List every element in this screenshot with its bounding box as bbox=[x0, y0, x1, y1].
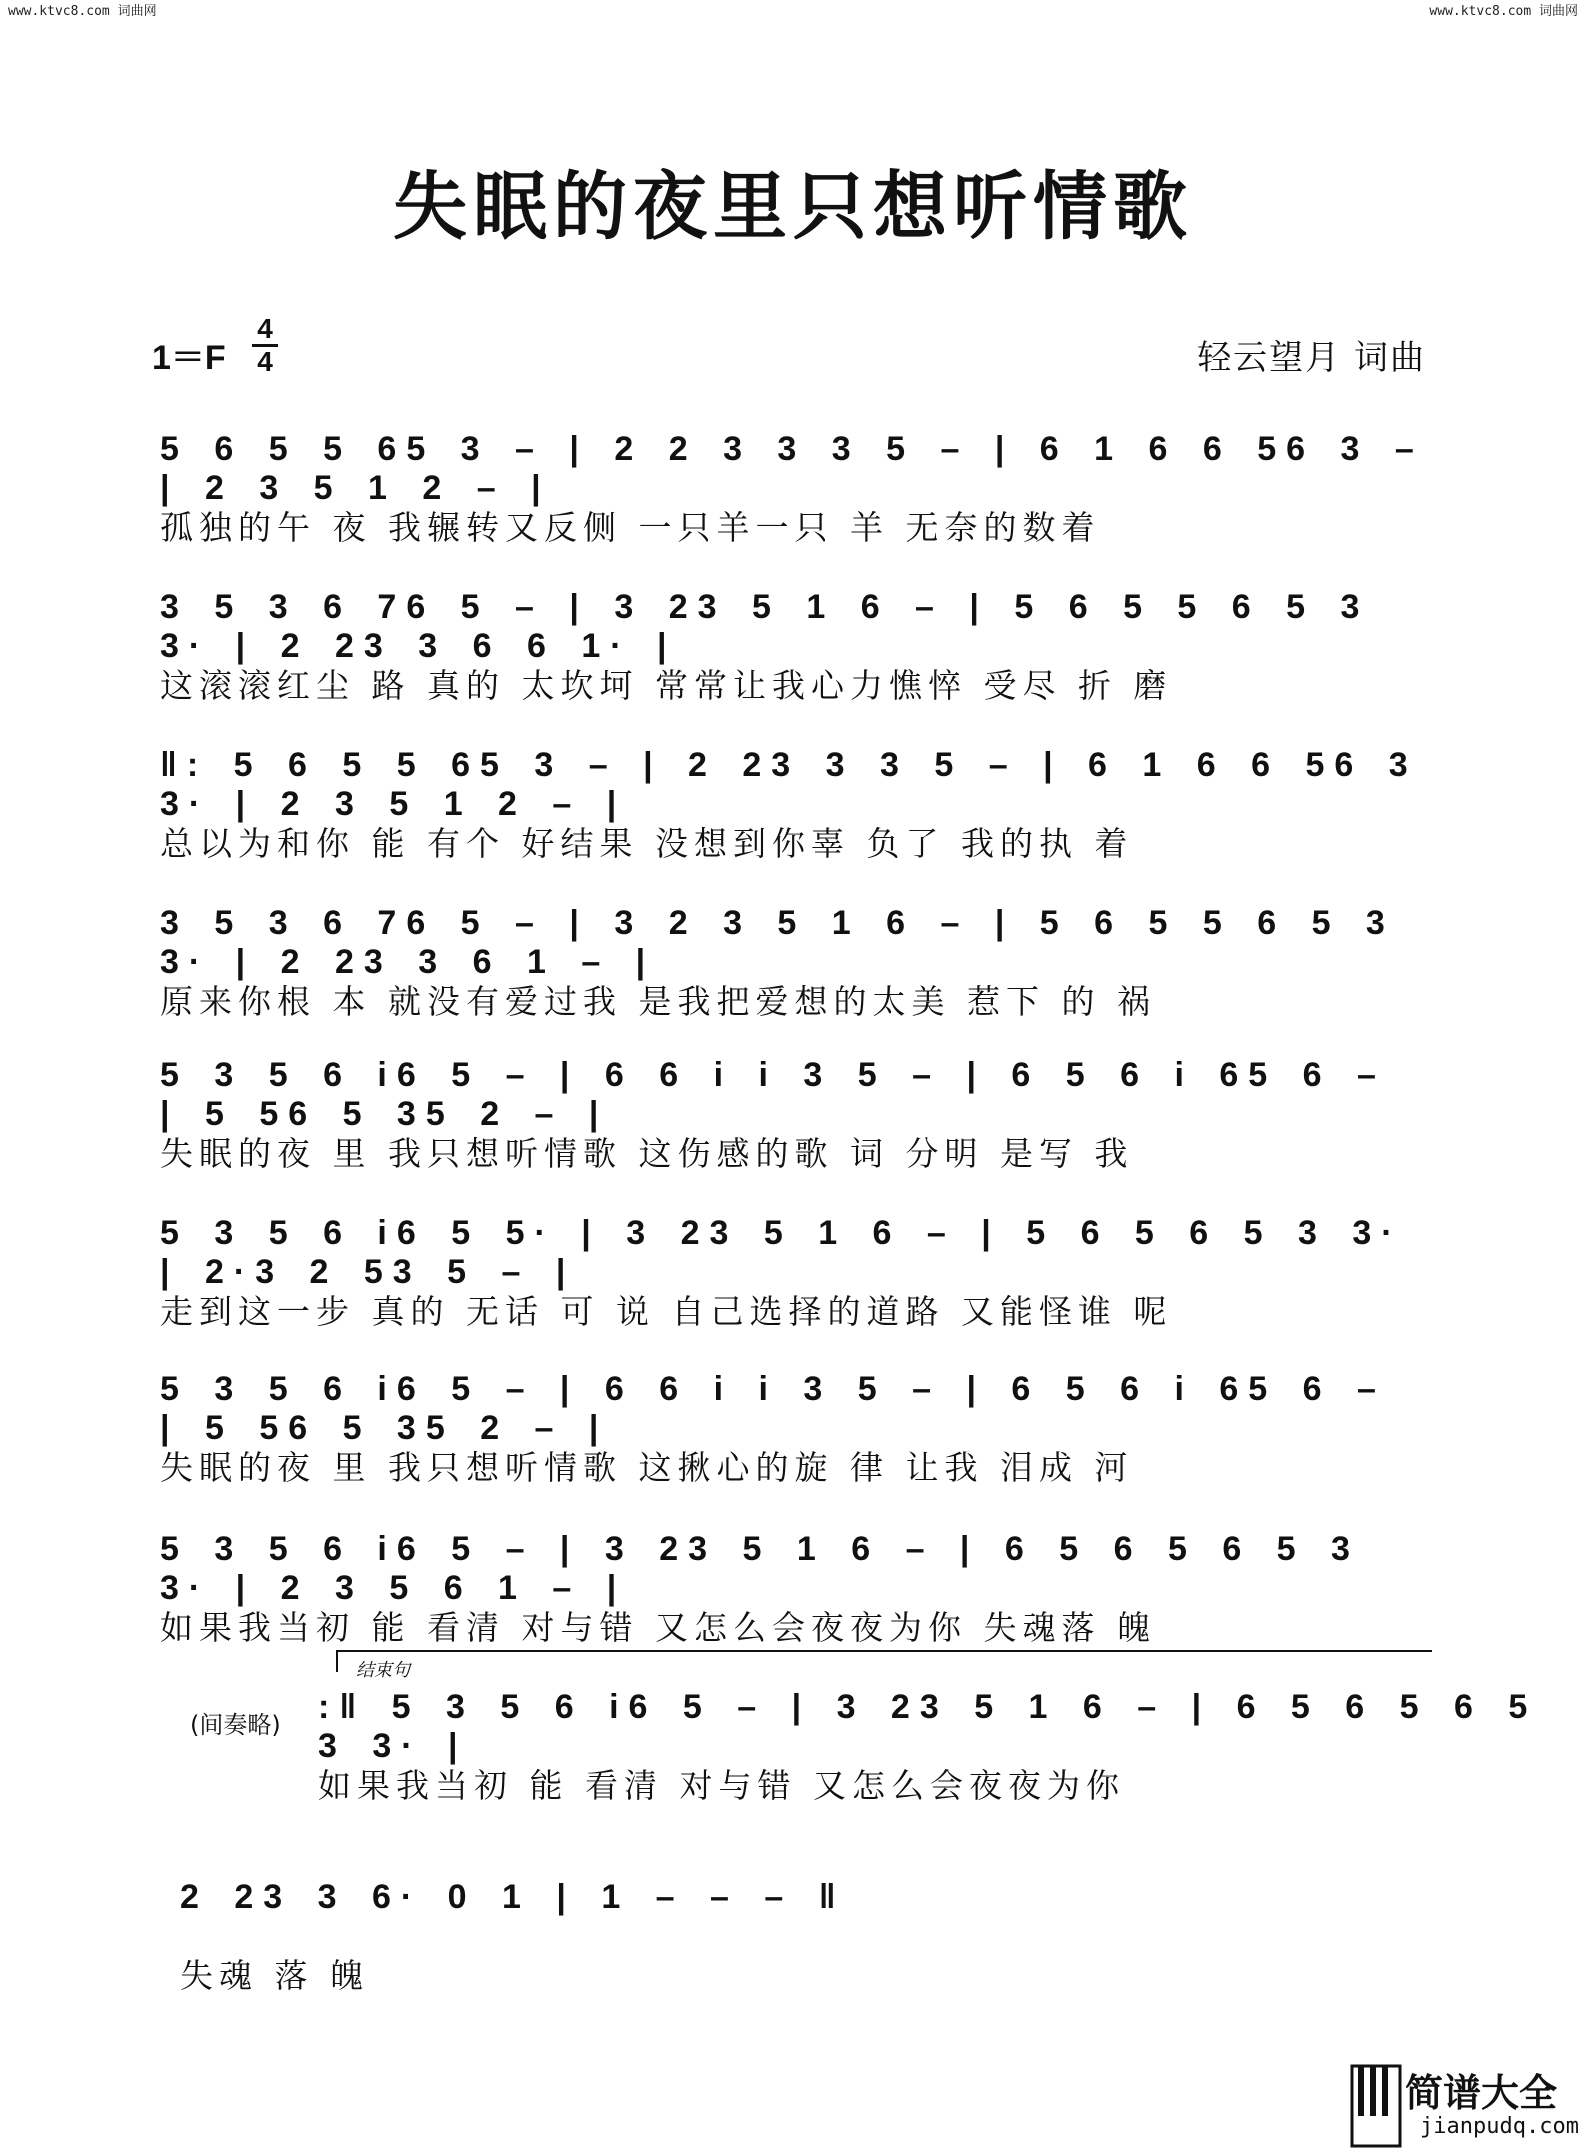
ending-label: 结束句 bbox=[356, 1660, 410, 1681]
header-left-url: www.ktvc8.com 词曲网 bbox=[8, 4, 157, 19]
lyrics-row: 失眠的夜 里 我只想听情歌 这揪心的旋 律 让我 泪成 河 bbox=[160, 1448, 1134, 1487]
notation-row: 5 3 5 6 i6 5 – | 6 6 i i 3 5 – | 6 5 6 i 65 6 – | 5 56 5 35 2 – | bbox=[160, 1056, 1386, 1133]
notation-row: 2 23 3 6· 0 1 | 1 – – – ‖ bbox=[180, 1878, 846, 1916]
lyrics-row: 这滚滚红尘 路 真的 太坎坷 常常让我心力憔悴 受尽 折 磨 bbox=[160, 666, 1173, 705]
notation-row: 3 5 3 6 76 5 – | 3 2 3 5 1 6 – | 5 6 5 5 6 5 3 3· | 2 23 3 6 1 – | bbox=[160, 904, 1395, 981]
lyrics-row: 原来你根 本 就没有爱过我 是我把爱想的太美 惹下 的 祸 bbox=[160, 982, 1156, 1021]
logo-title: 简谱大全 bbox=[1405, 2071, 1558, 2115]
logo-url: jianpudq.com bbox=[1420, 2114, 1579, 2139]
time-signature-top: 4 bbox=[257, 313, 273, 344]
notation-row: 5 3 5 6 i6 5 5· | 3 23 5 1 6 – | 5 6 5 6 5 3 3· | 2·3 2 53 5 – | bbox=[160, 1214, 1403, 1291]
time-signature bbox=[252, 313, 278, 377]
notation-row: 5 6 5 5 65 3 – | 2 2 3 3 3 5 – | 6 1 6 6 56 3 – | 2 3 5 1 2 – | bbox=[160, 430, 1424, 507]
composer-credit: 轻云望月 词曲 bbox=[1197, 338, 1426, 378]
lyrics-row: 如果我当初 能 看清 对与错 又怎么会夜夜为你 失魂落 魄 bbox=[160, 1608, 1156, 1647]
lyrics-row: 如果我当初 能 看清 对与错 又怎么会夜夜为你 bbox=[318, 1766, 1125, 1805]
lyrics-row: 失眠的夜 里 我只想听情歌 这伤感的歌 词 分明 是写 我 bbox=[160, 1134, 1134, 1173]
lyrics-row: 总以为和你 能 有个 好结果 没想到你辜 负了 我的执 着 bbox=[160, 824, 1134, 863]
lyrics-row: 走到这一步 真的 无话 可 说 自己选择的道路 又能怪谁 呢 bbox=[160, 1292, 1173, 1331]
notation-row: 5 3 5 6 i6 5 – | 3 23 5 1 6 – | 6 5 6 5 6 5 3 3· | 2 3 5 6 1 – | bbox=[160, 1530, 1360, 1607]
time-signature-bottom: 4 bbox=[257, 346, 273, 377]
song-title: 失眠的夜里只想听情歌 bbox=[393, 164, 1193, 250]
notation-row: 5 3 5 6 i6 5 – | 6 6 i i 3 5 – | 6 5 6 i 65 6 – | 5 56 5 35 2 – | bbox=[160, 1370, 1386, 1447]
lyrics-row: 失魂 落 魄 bbox=[180, 1956, 369, 1995]
header-right-url: www.ktvc8.com 词曲网 bbox=[1429, 4, 1578, 19]
notation-row: ‖: 5 6 5 5 65 3 – | 2 23 3 3 5 – | 6 1 6 6 56 3 3· | 2 3 5 1 2 – | bbox=[160, 746, 1418, 823]
notation-row: :‖ 5 3 5 6 i6 5 – | 3 23 5 1 6 – | 6 5 6 5 6 5 3 3· | bbox=[318, 1688, 1538, 1765]
notation-row: 3 5 3 6 76 5 – | 3 23 5 1 6 – | 5 6 5 5 6 5 3 3· | 2 23 3 6 6 1· | bbox=[160, 588, 1370, 665]
interlude-label: (间奏略) bbox=[190, 1711, 281, 1739]
key-signature: 1＝F bbox=[152, 339, 226, 377]
lyrics-row: 孤独的午 夜 我辗转又反侧 一只羊一只 羊 无奈的数着 bbox=[160, 508, 1101, 547]
ending-bracket bbox=[336, 1650, 1432, 1672]
